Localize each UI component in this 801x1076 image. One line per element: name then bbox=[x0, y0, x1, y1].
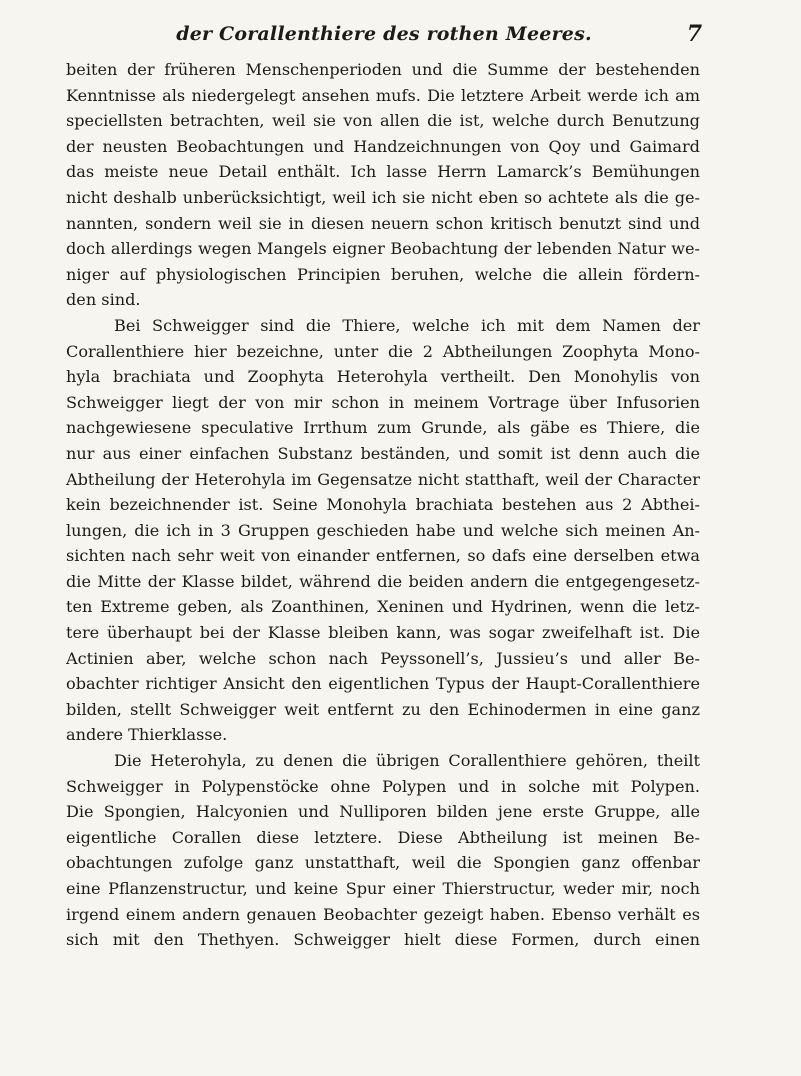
text-line: tere überhaupt bei der Klasse bleiben kann, was sogar zweifelhaft ist. Die bbox=[66, 623, 700, 643]
text-line: kein bezeichnender ist. Seine Monohyla brachiata bestehen aus 2 Abthei- bbox=[66, 495, 700, 515]
text-line: sichten nach sehr weit von einander entfernen, so dafs eine derselben etwa bbox=[66, 546, 700, 566]
text-line: andere Thierklasse. bbox=[66, 725, 228, 745]
page-number: 7 bbox=[686, 21, 702, 47]
text-line: nannten, sondern weil sie in diesen neuern schon kritisch benutzt sind und bbox=[66, 213, 700, 233]
text-line: eigentliche Corallen diese letztere. Diese Abtheilung ist meinen Be- bbox=[66, 827, 700, 847]
text-line: niger auf physiologischen Principien beruhen, welche die allein fördern- bbox=[66, 264, 700, 284]
text-line: nur aus einer einfachen Substanz beständen, und somit ist denn auch die bbox=[66, 443, 700, 463]
text-line: Die Spongien, Halcyonien und Nulliporen bilden jene erste Gruppe, alle bbox=[66, 802, 700, 822]
text-line: die Mitte der Klasse bildet, während die beiden andern die entgegengesetz- bbox=[66, 571, 700, 591]
text-line: bilden, stellt Schweigger weit entfernt zu den Echinodermen in eine ganz bbox=[66, 699, 700, 719]
text-line: irgend einem andern genauen Beobachter gezeigt haben. Ebenso verhält es bbox=[66, 904, 700, 924]
text-line: obachter richtiger Ansicht den eigentlichen Typus der Haupt-Corallenthiere bbox=[66, 674, 700, 694]
text-line: Kenntnisse als niedergelegt ansehen mufs. Die letztere Arbeit werde ich am bbox=[66, 85, 700, 105]
text-line: nachgewiesene speculative Irrthum zum Grunde, als gäbe es Thiere, die bbox=[66, 418, 700, 438]
text-line: doch allerdings wegen Mangels eigner Beobachtung der lebenden Natur we- bbox=[66, 239, 700, 259]
text-line: der neusten Beobachtungen und Handzeichnungen von Qoy und Gaimard bbox=[66, 136, 700, 156]
text-line: Bei Schweigger sind die Thiere, welche ich mit dem Namen der bbox=[114, 315, 700, 335]
text-line: eine Pflanzenstructur, und keine Spur einer Thierstructur, weder mir, noch bbox=[66, 879, 700, 898]
text-line: hyla brachiata und Zoophyta Heterohyla vertheilt. Den Monohylis von bbox=[66, 367, 700, 387]
text-line: Die Heterohyla, zu denen die übrigen Corallenthiere gehören, theilt bbox=[114, 751, 700, 771]
text-line: Schweigger in Polypenstöcke ohne Polypen und in solche mit Polypen. bbox=[66, 776, 700, 796]
text-line: Schweigger liegt der von mir schon in meinem Vortrage über Infusorien bbox=[66, 392, 700, 412]
running-head bbox=[66, 18, 702, 50]
running-title: der Corallenthiere des rothen Meeres. bbox=[176, 23, 592, 45]
text-line: das meiste neue Detail enthält. Ich lasse Herrn Lamarck’s Bemühungen bbox=[66, 162, 700, 182]
body-text bbox=[66, 57, 700, 1057]
text-line: ten Extreme geben, als Zoanthinen, Xeninen und Hydrinen, wenn die letz- bbox=[66, 597, 700, 617]
text-line: sich mit den Thethyen. Schweigger hielt diese Formen, durch einen bbox=[66, 930, 700, 950]
text-line: Actinien aber, welche schon nach Peyssonell’s, Jussieu’s und aller Be- bbox=[66, 648, 700, 668]
text-line: den sind. bbox=[66, 290, 141, 310]
text-line: obachtungen zufolge ganz unstatthaft, weil die Spongien ganz offenbar bbox=[66, 853, 700, 873]
text-line: nicht deshalb unberücksichtigt, weil ich sie nicht eben so achtete als die ge- bbox=[66, 187, 700, 207]
text-line: Abtheilung der Heterohyla im Gegensatze nicht statthaft, weil der Character bbox=[66, 469, 700, 489]
text-line: speciellsten betrachten, weil sie von allen die ist, welche durch Benutzung bbox=[66, 111, 700, 131]
text-line: Corallenthiere hier bezeichne, unter die 2 Abtheilungen Zoophyta Mono- bbox=[66, 341, 700, 361]
text-line: lungen, die ich in 3 Gruppen geschieden habe und welche sich meinen An- bbox=[66, 520, 700, 540]
text-line: beiten der früheren Menschenperioden und die Summe der bestehenden bbox=[66, 60, 700, 79]
